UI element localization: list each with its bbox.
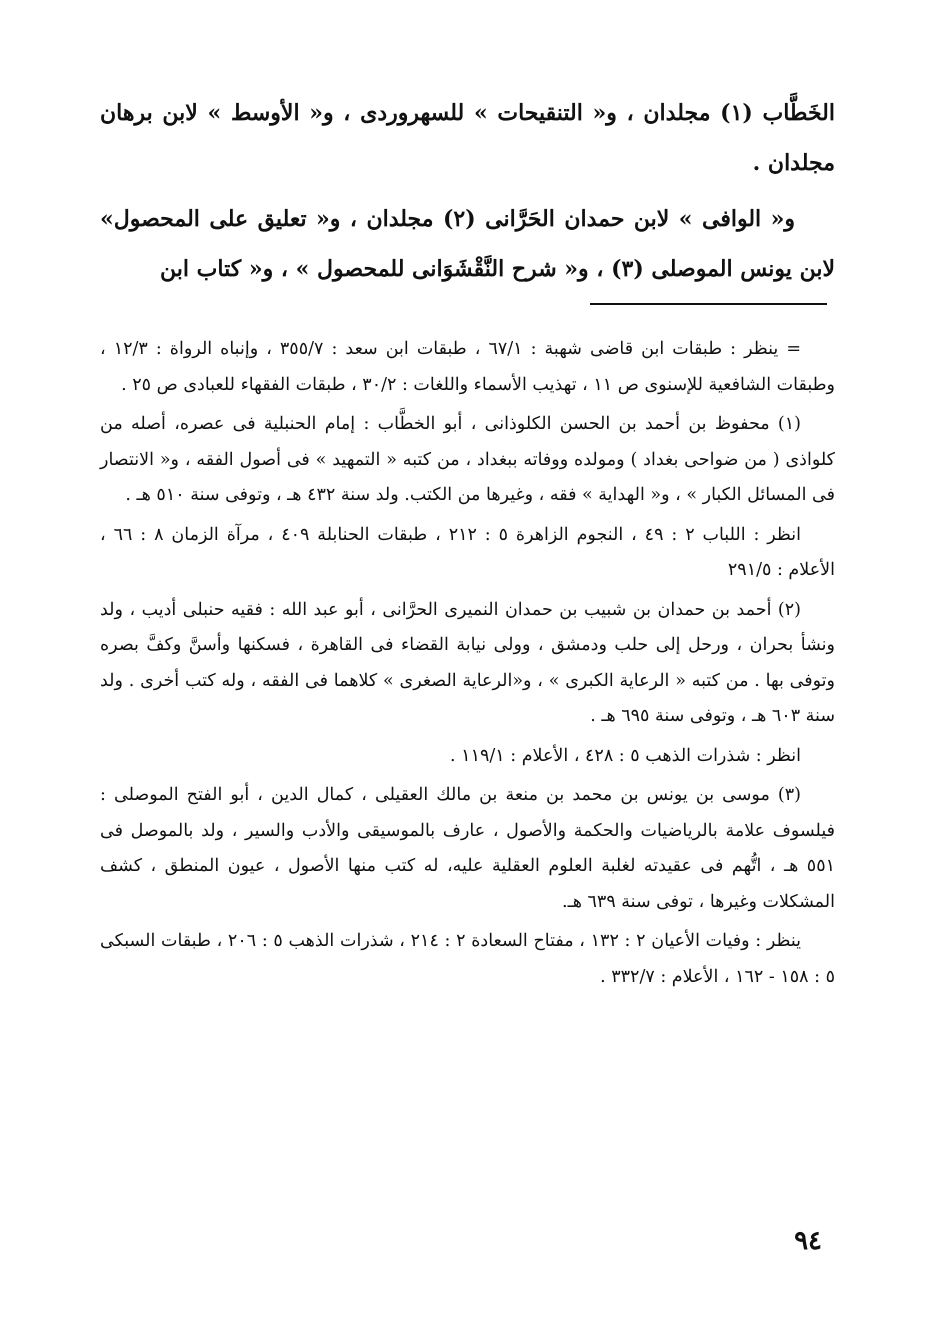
footnote-1: (١) محفوظ بن أحمد بن الحسن الكلوذانى ، أبو الخطَّاب : إمام الحنبلية فى عصره، أصله من كلواذى ( من ضواحى بغداد ) ومولده ووفاته ببغداد ، من كتبه « التمهيد » فى أصول الفقه ، و« الانتصار فى المسائل الكبار » ، و« الهداية » فقه ، وغيرها من الكتب. ولد سنة ٤٣٢ هـ ، وتوفى سنة ٥١٠ هـ .: [100, 414, 835, 505]
footnote-2-sources: انظر : شذرات الذهب ٥ : ٤٢٨ ، الأعلام : ١١٩/١ .: [450, 745, 801, 766]
footnote-2: (٢) أحمد بن حمدان بن شبيب بن حمدان النميرى الحرَّانى ، أبو عبد الله : فقيه حنبلى أديب ، ولد ونشأ بحران ، ورحل إلى حلب ودمشق ، وولى نيابة القضاء فى القاهرة ، فسكنها وأسنَّ وكفَّ بصره وتوفى بها . من كتبه « الرعاية الكبرى » ، و«الرعاية الصغرى » كلاهما فى الفقه ، وله كتب أخرى . ولد سنة ٦٠٣ هـ ، وتوفى سنة ٦٩٥ هـ .: [100, 599, 835, 726]
footnote-separator: [590, 303, 827, 305]
main-text: [100, 88, 835, 294]
footnote-1-sources: انظر : اللباب ٢ : ٤٩ ، النجوم الزاهرة ٥ : ٢١٢ ، طبقات الحنابلة ٤٠٩ ، مرآة الزمان ٨ : ٦٦ ، الأعلام : ٢٩١/٥: [100, 524, 835, 580]
footnote-continuation: = ينظر : طبقات ابن قاضى شهبة : ٦٧/١ ، طبقات ابن سعد : ٣٥٥/٧ ، وإنباه الرواة : ١٢/٣ ، وطبقات الشافعية للإسنوى ص ١١ ، تهذيب الأسماء واللغات : ٣٠/٢ ، طبقات الفقهاء للعبادى ص ٢٥ .: [100, 339, 835, 395]
footnote-3-sources: ينظر : وفيات الأعيان ٢ : ١٣٢ ، مفتاح السعادة ٢ : ٢١٤ ، شذرات الذهب ٥ : ٢٠٦ ، طبقات السبكى ٥ : ١٥٨ - ١٦٢ ، الأعلام : ٣٣٢/٧ .: [100, 931, 835, 987]
main-paragraph-1: الخَطَّاب (١) مجلدان ، و« التنقيحات » للسهروردى ، و« الأوسط » لابن برهان مجلدان .: [100, 100, 835, 176]
footnotes: [100, 332, 835, 995]
main-paragraph-2: و« الوافى » لابن حمدان الحَرَّانى (٢) مجلدان ، و« تعليق على المحصول» لابن يونس الموصلى (٣) ، و« شرح النَّقْشَوَانى للمحصول » ، و« كتاب ابن: [100, 206, 835, 282]
page-number: ٩٤: [794, 1226, 822, 1256]
footnote-3: (٣) موسى بن يونس بن محمد بن منعة بن مالك العقيلى ، كمال الدين ، أبو الفتح الموصلى : فيلسوف علامة بالرياضيات والحكمة والأصول ، عارف بالموسيقى والأدب والسير ، ولد بالموصل فى ٥٥١ هـ ، اتُّهم فى عقيدته لغلبة العلوم العقلية عليه، له كتب منها الأصول ، عيون المنطق ، كشف المشكلات وغيرها ، توفى سنة ٦٣٩ هـ.: [100, 785, 835, 912]
